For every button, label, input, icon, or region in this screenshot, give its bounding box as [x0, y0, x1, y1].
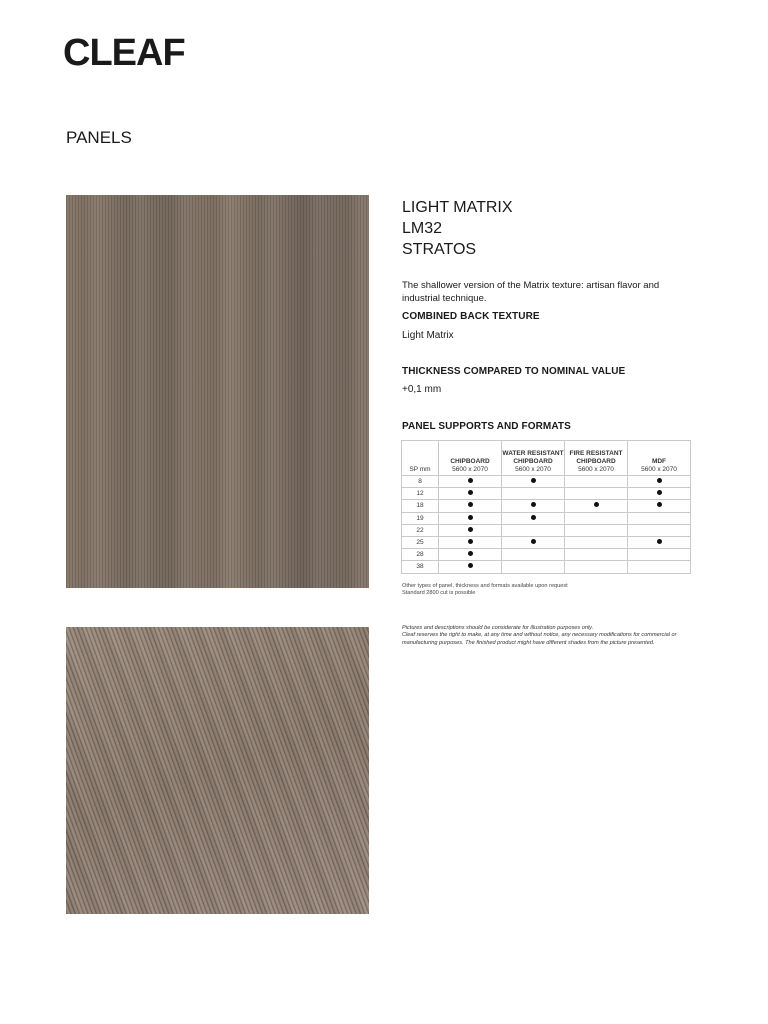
table-row	[402, 488, 691, 500]
back-texture-label: COMBINED BACK TEXTURE	[402, 311, 540, 322]
availability-cell	[565, 524, 628, 536]
available-dot-icon	[594, 502, 599, 507]
availability-cell	[439, 512, 502, 524]
available-dot-icon	[657, 478, 662, 483]
product-description: The shallower version of the Matrix texture: artisan flavor and industrial technique.	[402, 280, 660, 304]
availability-cell	[502, 536, 565, 548]
availability-cell	[628, 536, 691, 548]
available-dot-icon	[657, 490, 662, 495]
col-header-mdf: MDF 5600 x 2070	[628, 441, 691, 476]
disclaimer-line: Cleaf reserves the right to make, at any time and without notice, any necessary modifications for commercial or manufacturing purposes. The finished product might have different shades from the picture presented.	[402, 632, 677, 646]
available-dot-icon	[468, 527, 473, 532]
back-texture-value: Light Matrix	[402, 330, 454, 341]
table-row	[402, 549, 691, 561]
sp-value: 25	[402, 536, 439, 548]
product-code: LM32	[402, 220, 443, 237]
availability-cell	[565, 561, 628, 573]
panel-texture-image	[66, 195, 369, 588]
availability-cell	[439, 536, 502, 548]
availability-cell	[439, 549, 502, 561]
table-row	[402, 536, 691, 548]
table-row	[402, 561, 691, 573]
thickness-value: +0,1 mm	[402, 384, 442, 395]
available-dot-icon	[468, 490, 473, 495]
availability-cell	[565, 488, 628, 500]
availability-cell	[565, 549, 628, 561]
available-dot-icon	[468, 539, 473, 544]
availability-cell	[628, 561, 691, 573]
available-dot-icon	[657, 539, 662, 544]
section-title: PANELS	[66, 128, 132, 147]
available-dot-icon	[531, 539, 536, 544]
availability-cell	[439, 500, 502, 512]
availability-cell	[502, 488, 565, 500]
formats-note-line: Other types of panel, thickness and formats available upon request	[402, 583, 568, 589]
availability-cell	[628, 488, 691, 500]
col-header-fire-resistant: FIRE RESISTANT CHIPBOARD 5600 x 2070	[565, 441, 628, 476]
availability-cell	[628, 524, 691, 536]
product-name	[402, 197, 513, 260]
disclaimer	[402, 625, 692, 647]
available-dot-icon	[468, 515, 473, 520]
sp-value: 22	[402, 524, 439, 536]
table-row	[402, 500, 691, 512]
availability-cell	[439, 476, 502, 488]
availability-cell	[439, 488, 502, 500]
table-row	[402, 524, 691, 536]
product-line: LIGHT MATRIX	[402, 199, 513, 216]
availability-cell	[502, 500, 565, 512]
sp-value: 18	[402, 500, 439, 512]
availability-cell	[565, 476, 628, 488]
available-dot-icon	[531, 502, 536, 507]
availability-cell	[565, 512, 628, 524]
available-dot-icon	[531, 478, 536, 483]
disclaimer-line: Pictures and descriptions should be considerate for illustration purposes only.	[402, 625, 594, 631]
formats-note	[402, 583, 702, 597]
product-finish: STRATOS	[402, 241, 477, 258]
col-header-chipboard: CHIPBOARD 5600 x 2070	[439, 441, 502, 476]
sp-value: 19	[402, 512, 439, 524]
availability-cell	[502, 549, 565, 561]
available-dot-icon	[468, 478, 473, 483]
table-row	[402, 476, 691, 488]
sp-value: 12	[402, 488, 439, 500]
availability-cell	[565, 500, 628, 512]
sp-value: 8	[402, 476, 439, 488]
available-dot-icon	[468, 502, 473, 507]
available-dot-icon	[468, 563, 473, 568]
formats-table	[401, 440, 691, 574]
available-dot-icon	[657, 502, 662, 507]
sp-value: 28	[402, 549, 439, 561]
availability-cell	[439, 524, 502, 536]
col-header-water-resistant: WATER RESISTANT CHIPBOARD 5600 x 2070	[502, 441, 565, 476]
availability-cell	[628, 476, 691, 488]
availability-cell	[502, 561, 565, 573]
formats-header-row	[402, 441, 691, 476]
availability-cell	[628, 512, 691, 524]
availability-cell	[502, 512, 565, 524]
formats-body	[402, 476, 691, 574]
availability-cell	[502, 476, 565, 488]
availability-cell	[502, 524, 565, 536]
supports-label: PANEL SUPPORTS AND FORMATS	[402, 421, 571, 432]
panel-texture-detail-image	[66, 627, 369, 914]
thickness-label: THICKNESS COMPARED TO NOMINAL VALUE	[402, 366, 626, 377]
available-dot-icon	[531, 515, 536, 520]
table-row	[402, 512, 691, 524]
availability-cell	[439, 561, 502, 573]
availability-cell	[628, 500, 691, 512]
formats-note-line: Standard 2800 cut is possible	[402, 590, 476, 596]
sp-header: SP mm	[402, 441, 439, 476]
cleaf-logo: CLEAF	[63, 32, 185, 74]
available-dot-icon	[468, 551, 473, 556]
sp-value: 38	[402, 561, 439, 573]
availability-cell	[628, 549, 691, 561]
availability-cell	[565, 536, 628, 548]
